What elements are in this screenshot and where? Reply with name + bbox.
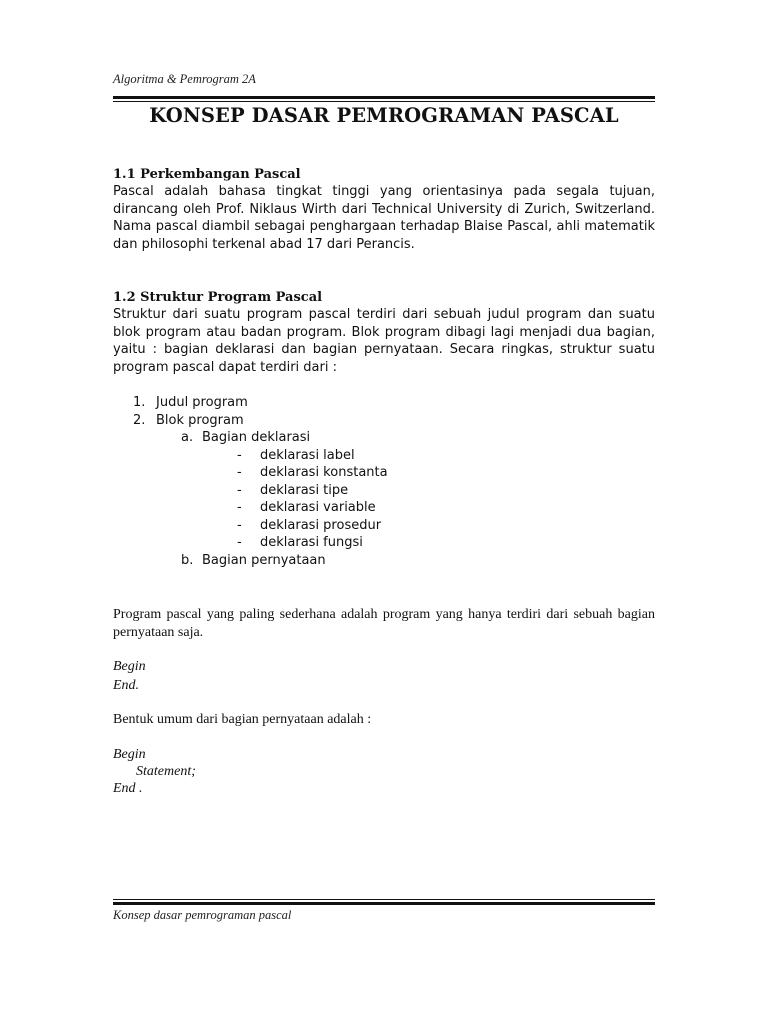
list-item: Judul program [156,395,248,410]
list-subitem: deklarasi konstanta [260,465,388,480]
list-letter: a. [181,430,194,445]
code-end: End. [113,678,140,693]
footer-rule-thin [113,899,655,900]
running-footer: Konsep dasar pemrograman pascal [113,908,292,922]
running-header: Algoritma & Pemrogram 2A [113,72,256,86]
section-body: Pascal adalah bahasa tingkat tinggi yang orientasinya pada segala tujuan, dirancang oleh Prof. Niklaus Wirth dari Technical University di Zurich, Switzerland. Nama pascal diambil sebagai penghargaan terhadap Blaise Pascal, ahli matematik dan philosophi terkenal abad 17 dari Perancis. [113,184,655,252]
list-subitem: deklarasi prosedur [260,517,382,533]
list-dash: - [237,447,242,463]
header-rule-thin [113,101,655,102]
list-item: Bagian pernyataan [202,552,326,568]
list-subitem: deklarasi tipe [260,482,349,498]
list-number: 2. [133,412,146,428]
page-title: KONSEP DASAR PEMROGRAMAN PASCAL [149,104,619,127]
paragraph-program-sederhana: Program pascal yang paling sederhana adalah program yang hanya terdiri dari sebuah bagian pernyataan saja. [113,607,655,640]
list-subitem: deklarasi fungsi [260,535,363,550]
code-end: End . [113,781,143,796]
document-page [113,0,655,1024]
section-struktur [113,289,655,376]
list-item: Bagian deklarasi [202,430,311,445]
list-dash: - [237,482,242,498]
header-rule-thick [113,96,655,99]
list-number: 1. [133,395,146,410]
code-begin: Begin [113,659,146,674]
list-dash: - [237,465,242,480]
code-begin: Begin [113,747,146,762]
list-letter: b. [181,552,194,568]
list-item: Blok program [156,412,244,428]
footer-rule-thick [113,902,655,905]
list-dash: - [237,535,242,550]
list-subitem: deklarasi label [260,447,355,463]
list-dash: - [237,517,242,533]
section-heading: 1.1 Perkembangan Pascal [113,167,301,182]
section-heading: 1.2 Struktur Program Pascal [113,290,323,305]
section-perkembangan [113,166,655,253]
paragraph-bentuk-umum: Bentuk umum dari bagian pernyataan adalah : [113,712,372,727]
section-body: Struktur dari suatu program pascal terdiri dari sebuah judul program dan suatu blok program atau badan program. Blok program dibagi lagi menjadi dua bagian, yaitu : bagian deklarasi dan bagian pernyataan. Secara ringkas, struktur suatu program pascal dapat terdiri dari : [113,307,655,375]
code-statement: Statement; [136,764,196,779]
list-subitem: deklarasi variable [260,500,376,515]
list-dash: - [237,500,242,515]
